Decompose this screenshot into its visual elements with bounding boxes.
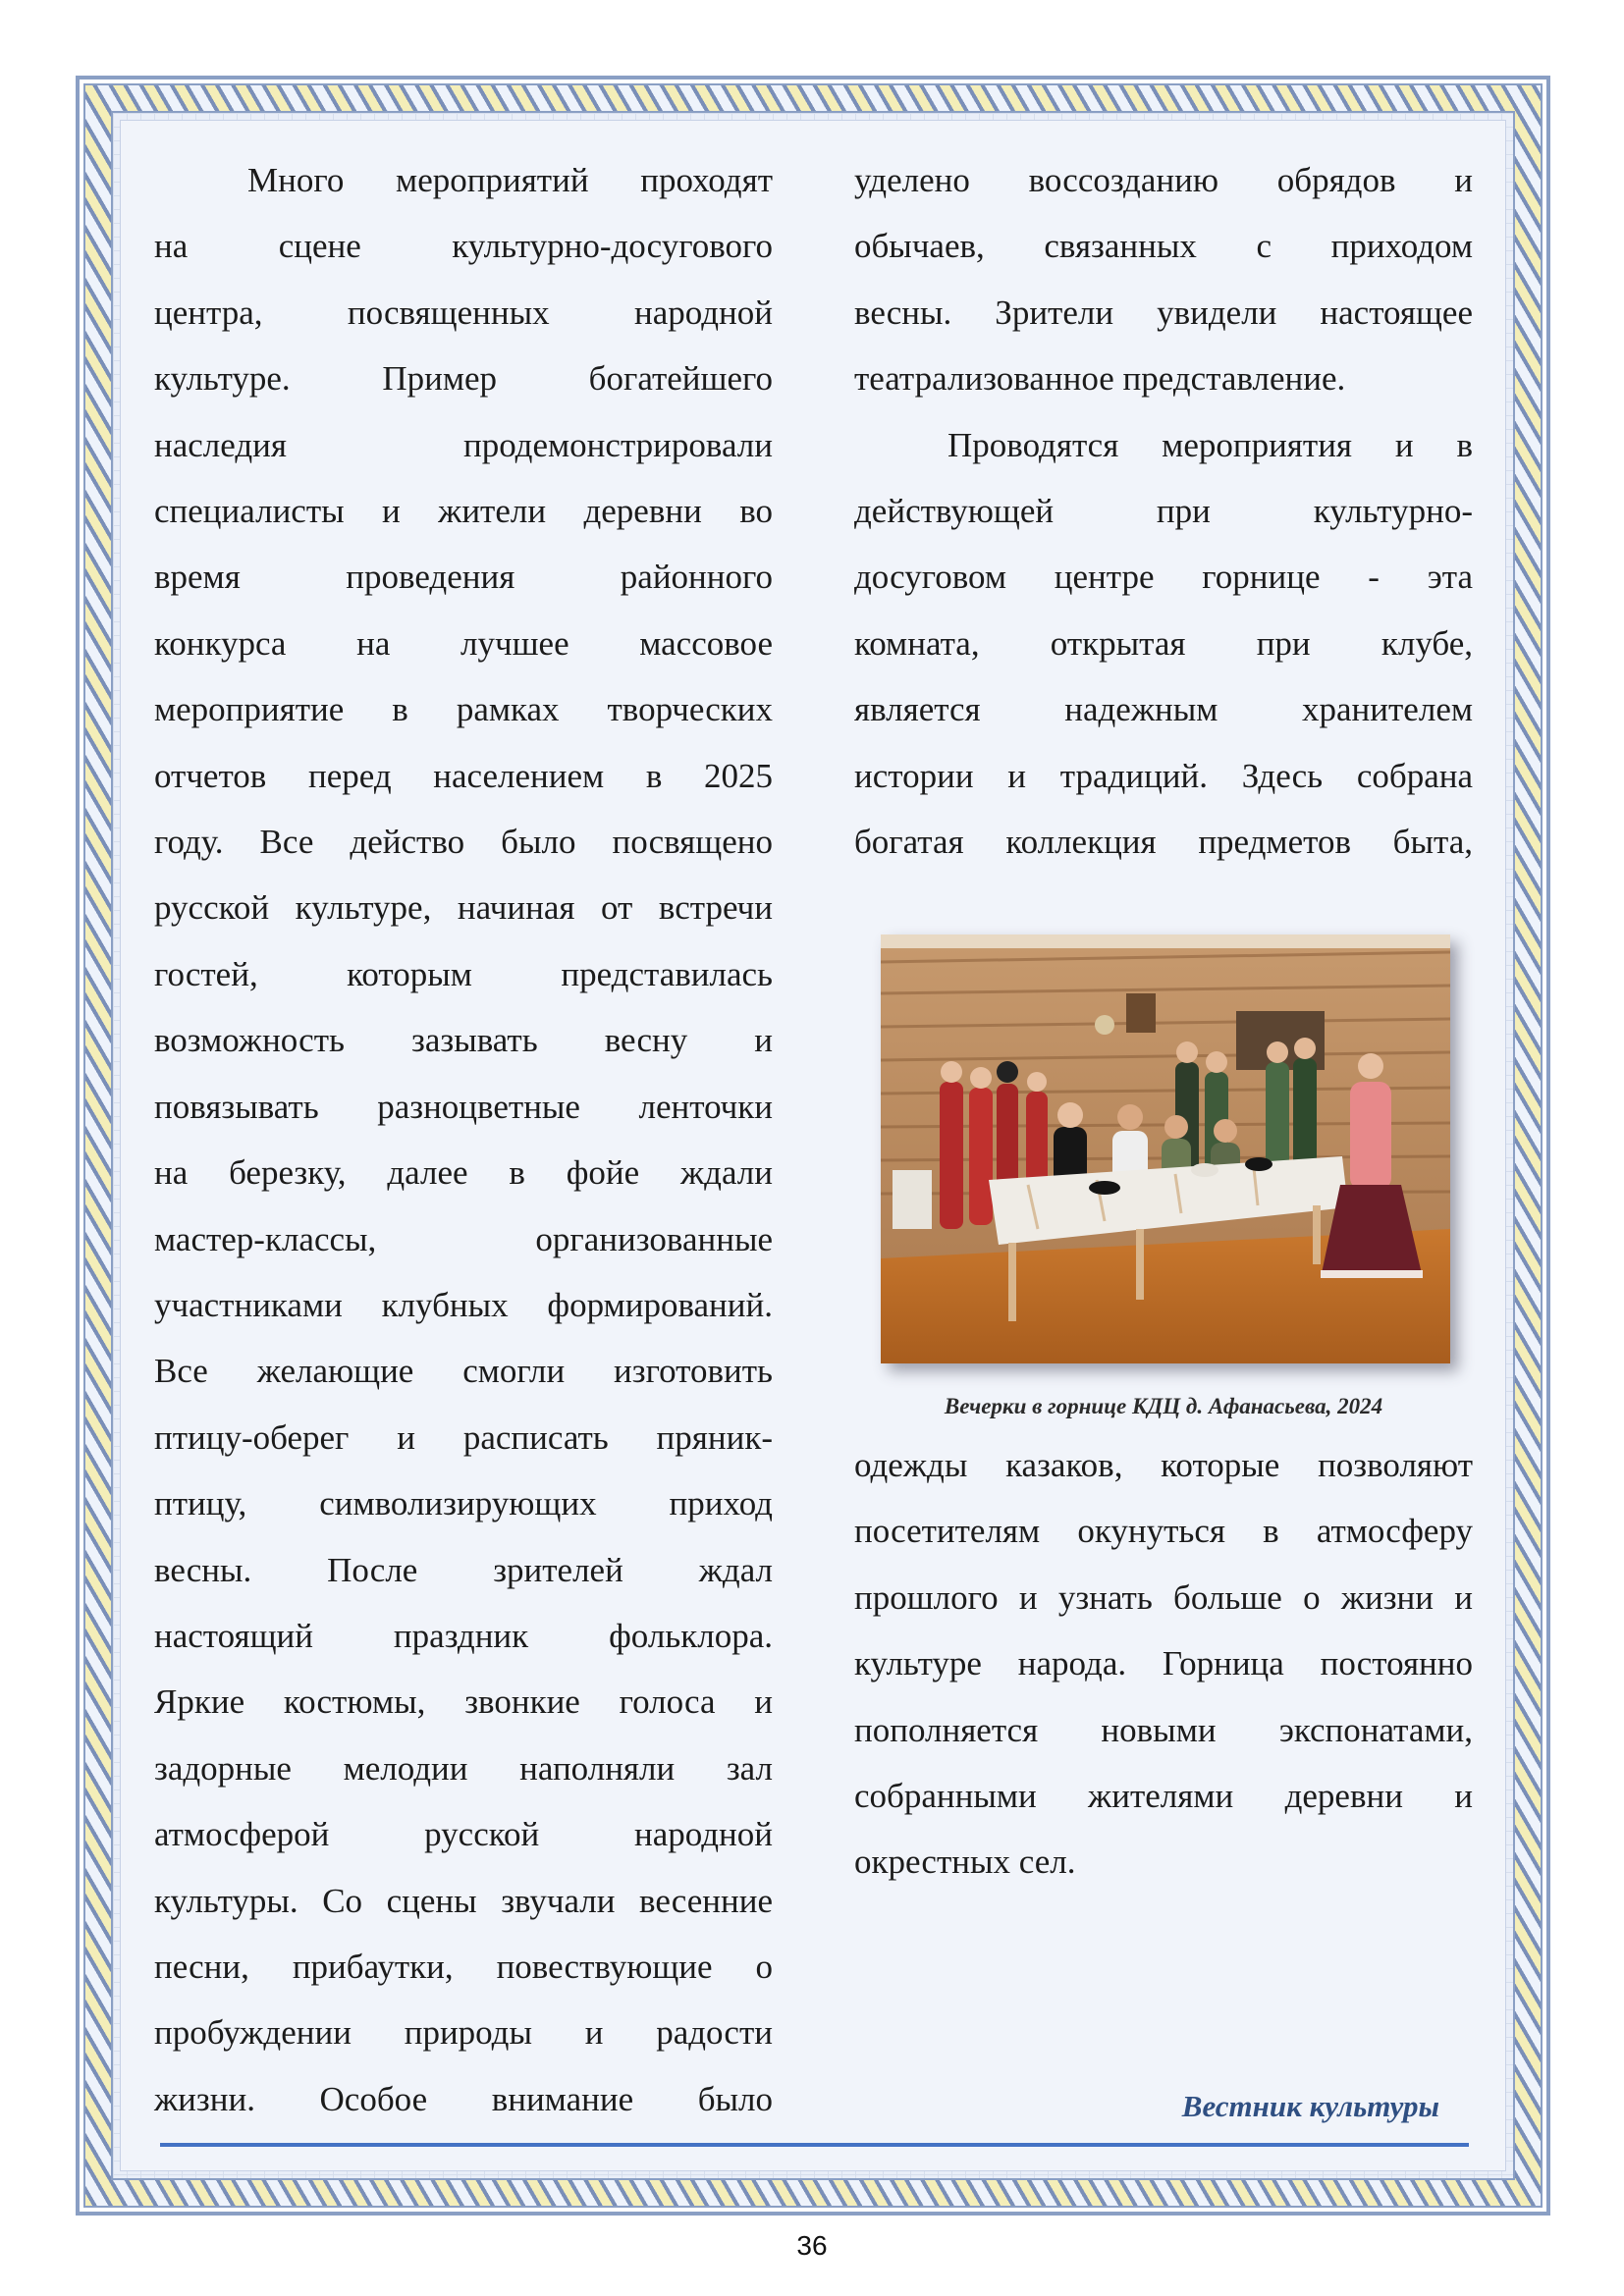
text-line: атмосферой русской народной (154, 1815, 773, 1854)
text-line: участниками клубных формирований. (154, 1285, 773, 1324)
photo-illustration (881, 934, 1450, 1363)
text-line: действующей при культурно- (854, 492, 1473, 531)
text-line: время проведения районного (154, 558, 773, 597)
text-line: повязывать разноцветные ленточки (154, 1087, 773, 1126)
text-line: отчетов перед населением в 2025 (154, 756, 773, 795)
text-line: весны. Зрители увидели настоящее (854, 293, 1473, 332)
group-photo (881, 934, 1450, 1363)
page-number: 36 (796, 2230, 828, 2261)
text-line: настоящий праздник фольклора. (154, 1616, 773, 1655)
text-line: одежды казаков, которые позволяют (854, 1446, 1473, 1484)
photo-caption: Вечерки в горнице КДЦ д. Афанасьева, 2024 (944, 1394, 1383, 1418)
text-line: окрестных сел. (854, 1842, 1076, 1882)
text-line: уделено воссозданию обрядов и (854, 161, 1473, 199)
text-line: конкурса на лучшее массовое (154, 623, 773, 663)
text-line: посетителям окунуться в атмосферу (854, 1512, 1473, 1551)
text-line: птицу-оберег и расписать пряник- (154, 1417, 773, 1457)
text-line: задорные мелодии наполняли зал (154, 1748, 773, 1788)
text-line: русской культуре, начиная от встречи (154, 888, 773, 928)
text-line: мероприятие в рамках творческих (154, 690, 773, 729)
text-line: прошлого и узнать больше о жизни и (854, 1577, 1473, 1617)
text-line: культуре народа. Горница постоянно (854, 1644, 1473, 1683)
text-line: пополняется новыми экспонатами, (854, 1710, 1473, 1749)
text-line: комната, открытая при клубе, (854, 623, 1473, 663)
text-line: мастер-классы, организованные (154, 1219, 773, 1258)
text-line: возможность зазывать весну и (154, 1021, 773, 1060)
text-line: весны. После зрителей ждал (154, 1550, 773, 1589)
text-line: на березку, далее в фойе ждали (154, 1153, 773, 1193)
text-line: собранными жителями деревни и (854, 1777, 1473, 1816)
text-line: центра, посвященных народной (154, 293, 773, 332)
text-line: досуговом центре горнице - эта (854, 558, 1473, 597)
text-line: культуры. Со сцены звучали весенние (154, 1881, 773, 1920)
text-line: обычаев, связанных с приходом (854, 227, 1473, 266)
text-line: Яркие костюмы, звонкие голоса и (154, 1682, 773, 1722)
text-line: пробуждении природы и радости (154, 2013, 773, 2053)
footer-divider (160, 2143, 1469, 2147)
right-text-column-bottom (854, 1432, 1473, 1896)
text-line: истории и традиций. Здесь собрана (854, 756, 1473, 795)
text-line: на сцене культурно-досугового (154, 227, 773, 266)
text-line: наследия продемонстрировали (154, 425, 773, 464)
text-line: песни, прибаутки, повествующие о (154, 1947, 773, 1986)
text-line: Проводятся мероприятия и в (947, 425, 1473, 464)
text-line: театрализованное представление. (854, 359, 1346, 399)
text-line: Много мероприятий проходят (247, 161, 773, 199)
text-line: птицу, символизирующих приход (154, 1484, 773, 1523)
publication-title: Вестник культуры (1181, 2089, 1439, 2123)
text-line: гостей, которым представилась (154, 954, 773, 993)
text-line: является надежным хранителем (854, 690, 1473, 729)
text-line: Все желающие смогли изготовить (154, 1352, 773, 1391)
text-line: богатая коллекция предметов быта, (854, 823, 1473, 862)
left-text-column (154, 147, 773, 2132)
text-line: году. Все действо было посвящено (154, 823, 773, 862)
right-text-column-top (854, 147, 1473, 875)
text-line: жизни. Особое внимание было (154, 2079, 773, 2118)
text-line: культуре. Пример богатейшего (154, 359, 773, 399)
text-line: специалисты и жители деревни во (154, 492, 773, 531)
